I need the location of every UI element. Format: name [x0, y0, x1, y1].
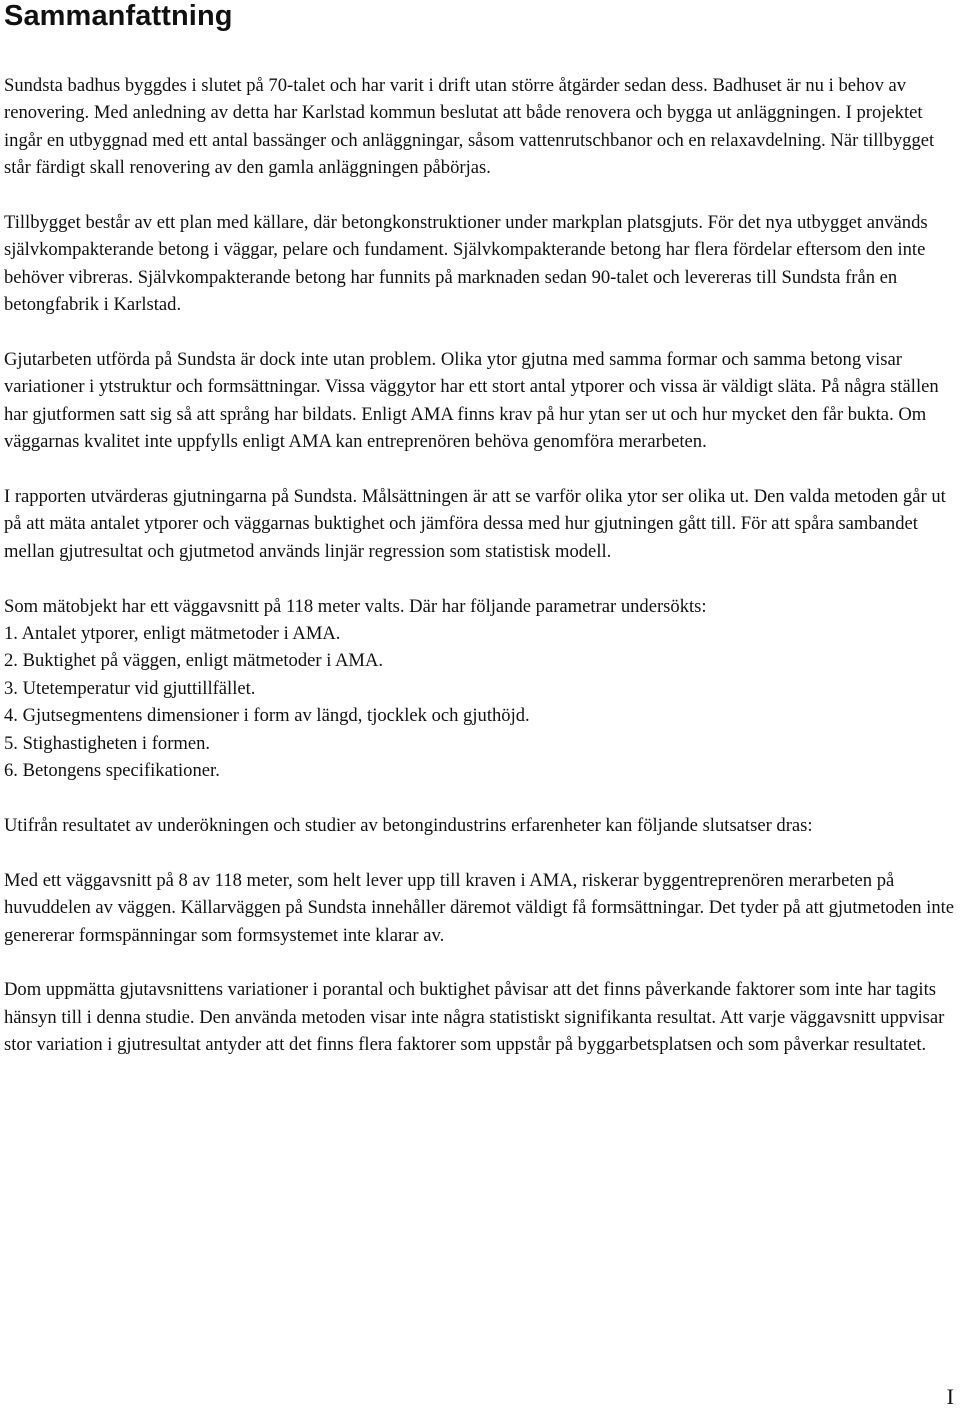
paragraph-problems: Gjutarbeten utförda på Sundsta är dock inte utan problem. Olika ytor gjutna med samma formar och samma betong visar variationer i ytstruktur och formsättningar. Vissa väggytor har ett stort antal ytporer och vissa är väldigt släta. På några ställen har gjutformen satt sig så att språng har bildats. Enligt AMA finns krav på hur ytan ser ut och hur mycket den får bukta. Om väggarnas kvalitet inte uppfylls enligt AMA kan entreprenören behöva genomföra merarbeten. [4, 349, 939, 453]
parameter-list [4, 620, 958, 784]
list-item: 4. Gjutsegmentens dimensioner i form av längd, tjocklek och gjuthöjd. [4, 705, 530, 727]
paragraph-conclusion-1: Med ett väggavsnitt på 8 av 118 meter, som helt lever upp till kraven i AMA, riskerar byggentreprenören merarbeten på huvuddelen av väggen. Källarväggen på Sundsta innehåller däremot väldigt få formsättningar. Det tyder på att gjutmetoden inte genererar formspänningar som formsystemet inte klarar av. [4, 869, 955, 946]
paragraph-conclusion-intro: Utifrån resultatet av underökningen och studier av betongindustrins erfarenheter kan följande slutsatser dras: [4, 814, 813, 836]
list-item: 2. Buktighet på väggen, enligt mätmetoder i AMA. [4, 650, 384, 672]
paragraph-extension: Tillbygget består av ett plan med källare, där betongkonstruktioner under markplan platsgjuts. För det nya utbygget används självkompakterande betong i väggar, pelare och fundament. Självkompakterande betong har flera fördelar eftersom den inte behöver vibreras. Självkompakterande betong har funnits på marknaden sedan 90-talet och levereras till Sundsta från en betongfabrik i Karlstad. [4, 212, 928, 316]
list-item: 5. Stighastigheten i formen. [4, 732, 211, 754]
paragraph-method: I rapporten utvärderas gjutningarna på Sundsta. Målsättningen är att se varför olika ytor ser olika ut. Den valda metoden går ut på att mäta antalet ytporer och väggarnas buktighet och jämföra dessa med hur gjutningen gått till. För att spåra sambandet mellan gjutresultat och gjutmetod används linjär regression som statistisk modell. [4, 486, 946, 562]
document-page [4, 0, 958, 1059]
list-item: 1. Antalet ytporer, enligt mätmetoder i AMA. [4, 623, 341, 645]
page-title: Sammanfattning [4, 0, 233, 32]
paragraph-conclusion-2: Dom uppmätta gjutavsnittens variationer i porantal och buktighet påvisar att det finns påverkande faktorer som inte har tagits hänsyn till i denna studie. Den använda metoden visar inte några statistiskt signifikanta resultat. Att varje väggavsnitt uppvisar stor variation i gjutresultat antyder att det finns flera faktorer som uppstår på byggarbetsplatsen och som påverkar resultatet. [4, 979, 945, 1056]
page-number: I [946, 1384, 954, 1409]
paragraph-intro: Sundsta badhus byggdes i slutet på 70-talet och har varit i drift utan större åtgärder sedan dess. Badhuset är nu i behov av renovering. Med anledning av detta har Karlstad kommun beslutat att både renovera och bygga ut anläggningen. I projektet ingår en utbyggnad med ett antal bassänger och anläggningar, såsom vattenrutschbanor och en relaxavdelning. När tillbygget står färdigt skall renovering av den gamla anläggningen påbörjas. [4, 75, 935, 179]
list-item: 6. Betongens specifikationer. [4, 760, 220, 782]
paragraph-measurement-object: Som mätobjekt har ett väggavsnitt på 118 meter valts. Där har följande parametrar undersökts: [4, 595, 707, 617]
list-item: 3. Utetemperatur vid gjuttillfället. [4, 677, 256, 699]
